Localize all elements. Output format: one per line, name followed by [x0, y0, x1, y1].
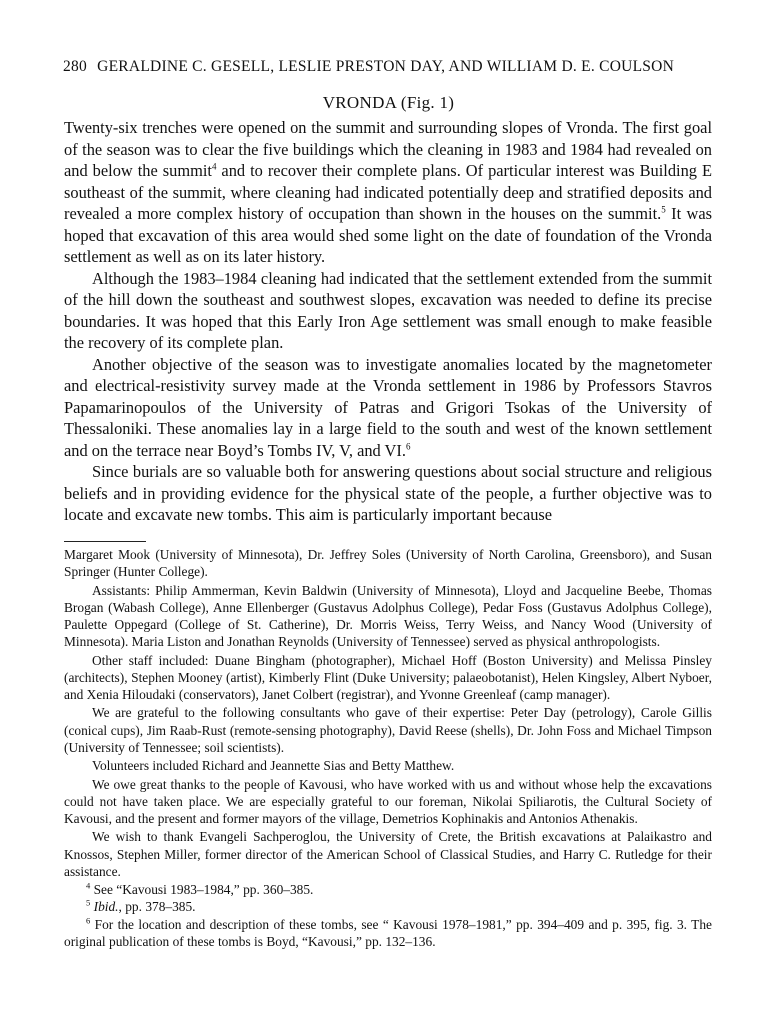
body-paragraph-1 [64, 117, 712, 268]
body-paragraph-4: Since burials are so valuable both for answering questions about social structure and religious beliefs and in providing evidence for the physical state of the people, a further objective was to locate and excavate new tombs. This aim is particularly important because [64, 462, 712, 524]
body-paragraph-1-text-a: Twenty-six trenches were opened on the summit and surrounding slopes of Vronda. The first goal of the season was to clear the five buildings which the cleaning in 1983 and 1984 had revealed on and below the summit [64, 118, 712, 180]
footnote-continued: Margaret Mook (University of Minnesota), Dr. Jeffrey Soles (University of North Carolina, Greensboro), and Susan Springer (Hunter College). [64, 547, 712, 580]
footnote-6-text: For the location and description of these tombs, see “ Kavousi 1978–1981,” pp. 394–409 and p. 395, fig. 3. The original publication of these tombs is Boyd, “Kavousi,” pp. 132–136. [64, 916, 712, 949]
footnote-6-number: 6 [86, 915, 91, 926]
footnote-4-text: See “Kavousi 1983–1984,” pp. 360–385. [90, 882, 314, 898]
footnote-consultants: We are grateful to the following consultants who gave of their expertise: Peter Day (petrology), Carole Gillis (conical cups), Jim Raab-Rust (remote-sensing photography), David Reese (shells), Dr. John Foss and Michael Timpson (University of Tennessee; soil scientists). [64, 705, 712, 755]
footnote-ref-6: 6 [405, 441, 411, 452]
footnote-4 [64, 881, 712, 898]
body-paragraph-1-text-b: and to recover their complete plans. Of particular interest was Building E southeast of the summit, where cleaning had indicated potentially deep and stratified deposits and revealed a more complex history of occupation than shown in the houses on the summit. [64, 161, 712, 223]
footnotes [64, 546, 712, 950]
footnote-5 [64, 898, 712, 915]
page-number: 280 [63, 58, 87, 75]
footnote-5-number: 5 [86, 897, 91, 908]
footnote-volunteers: Volunteers included Richard and Jeannette Sias and Betty Matthew. [92, 758, 455, 774]
footnote-kavousi-thanks: We owe great thanks to the people of Kavousi, who have worked with us and without whose help the excavations could not have taken place. We are especially grateful to our foreman, Nikolai Spiliarotis, the Cultural Society of Kavousi, and the present and former mayors of the village, Demetrios Kophinakis and Antonios Athenakis. [64, 776, 712, 826]
body-paragraph-3-text: Another objective of the season was to investigate anomalies located by the magnetometer and electrical-resistivity survey made at the Vronda settlement in 1986 by Professors Stavros Papamarinopoulos of the University of Patras and Grigori Tsokas of the University of Thessaloniki. These anomalies lay in a large field to the south and west of the known settlement and on the terrace near Boyd’s Tombs IV, V, and VI. [64, 354, 712, 460]
body-paragraph-1-text-c: It was hoped that excavation of this area would shed some light on the date of foundation of the Vronda settlement as well as on its later history. [64, 204, 712, 266]
footnote-ref-4: 4 [211, 161, 217, 172]
footnote-staff: Other staff included: Duane Bingham (photographer), Michael Hoff (Boston University) and Melissa Pinsley (architects), Stephen Mooney (artist), Kimberly Flint (Duke University; palaeobotanist), Helen Kingsley, Albert Nyboer, and Xenia Hiloudaki (conservators), Janet Colbert (registrar), and Yvonne Greenleaf (camp manager). [64, 652, 712, 702]
footnote-assistants: Assistants: Philip Ammerman, Kevin Baldwin (University of Minnesota), Lloyd and Jacqueline Beebe, Thomas Brogan (Wabash College), Anne Ellenberger (Gustavus Adolphus College), Pedar Foss (Gustavus Adolphus College), Paulette Oppegard (College of St. Catherine), Dr. Morris Weiss, Terry Weiss, and Nancy Wood (University of Minnesota). Maria Liston and Jonathan Reynolds (University of Tennessee) served as physical anthropologists. [64, 582, 712, 650]
footnote-4-number: 4 [86, 880, 91, 891]
body-paragraph-3 [64, 354, 712, 462]
running-head [63, 58, 674, 76]
section-title: VRONDA (Fig. 1) [322, 93, 455, 112]
footnote-6 [64, 916, 712, 950]
running-head-authors: GERALDINE C. GESELL, LESLIE PRESTON DAY, AND WILLIAM D. E. COULSON [97, 58, 675, 75]
footnote-5-text: , pp. 378–385. [118, 899, 196, 915]
footnote-rule [64, 541, 146, 542]
body-paragraph-2: Although the 1983–1984 cleaning had indicated that the settlement extended from the summit of the hill down the southeast and southwest slopes, excavation was needed to define its precise boundaries. It was hoped that this Early Iron Age settlement was small enough to make feasible the recovery of its complete plan. [64, 268, 712, 352]
footnote-institution-thanks: We wish to thank Evangeli Sachperoglou, the University of Crete, the British excavations at Palaikastro and Knossos, Stephen Miller, former director of the American School of Classical Studies, and Harry C. Rutledge for their assistance. [64, 829, 712, 879]
footnote-ref-5: 5 [661, 204, 666, 215]
body-text [64, 117, 712, 526]
footnote-5-ibid: Ibid. [93, 899, 119, 915]
